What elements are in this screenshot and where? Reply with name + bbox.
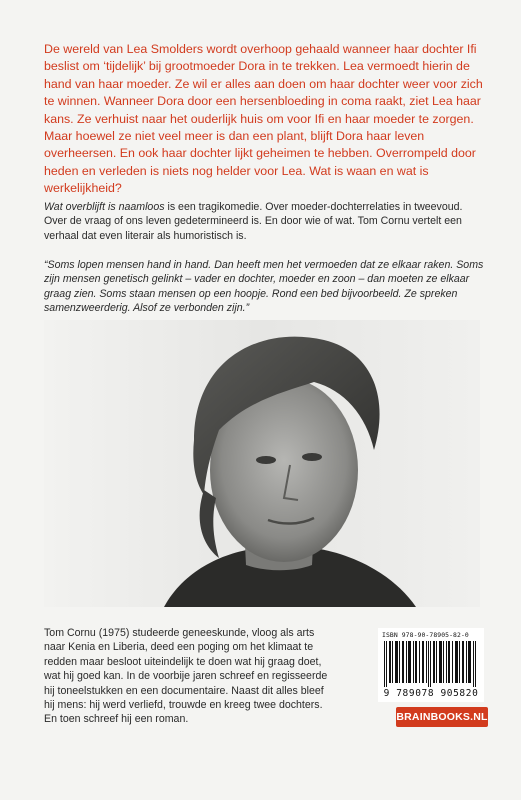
- barcode-icon: [382, 641, 480, 687]
- intro-paragraph: [44, 200, 484, 243]
- author-bio: Tom Cornu (1975) studeerde geneeskunde, vloog als arts naar Kenia en Liberia, deed een poging om het klimaat te redden maar besloot uiteindelijk te doen wat hij graag doet, wat hij goed kan. In de voorbije jaren schreef en regisseerde hij toneelstukken en een documentaire. Naast dit alles bleef hij mens: hij werd verliefd, trouwde en kreeg twee dochters. En toen schreef hij een roman.: [44, 627, 328, 726]
- intro-text: is een tragikomedie. Over moeder-dochterrelaties in tweevoud. Over de vraag of ons leven gedetermineerd is. En door wie of wat. Tom Cornu vertelt een verhaal dat even literair als humoristisch is.: [44, 201, 463, 242]
- excerpt-quote: “Soms lopen mensen hand in hand. Dan heeft men het vermoeden dat ze elkaar raken. Soms zijn mensen genetisch gelinkt – vader en dochter, moeder en zoon – dan moeten ze elkaar graag zien. Soms staan mensen op een hoopje. Rond een bed bijvoorbeeld. Ze spreken samenzweerderig. Alsof ze verbonden zijn.”: [44, 259, 484, 315]
- publisher-logo: BRAINBOOKS.NL: [396, 707, 488, 727]
- author-photo: [44, 320, 480, 607]
- isbn-label: ISBN 978-90-78905-82-0: [382, 631, 469, 639]
- book-title: Wat overblijft is naamloos: [44, 201, 165, 213]
- synopsis-text: De wereld van Lea Smolders wordt overhoop gehaald wanneer haar dochter Ifi beslist om ‘tijdelijk’ bij grootmoeder Dora in te trekken. Lea vermoedt hierin de hand van haar moeder. Ze wil er alles aan doen om haar dochter weer voor zich te winnen. Wanneer Dora door een hersenbloeding in coma raakt, ziet Lea haar kans. Ze verhuist naar het ouderlijk huis om voor Ifi en haar moeder te zorgen. Maar hoewel ze niet veel meer is dan een plant, blijft Dora haar leven overheersen. En ook haar dochter lijkt geheimen te hebben. Overrompeld door heden en verleden is niets nog helder voor Lea. Wat is waan en wat is werkelijkheid?: [44, 42, 483, 196]
- barcode-block: [378, 628, 484, 702]
- barcode-digits: 9 789078 905820: [383, 688, 479, 699]
